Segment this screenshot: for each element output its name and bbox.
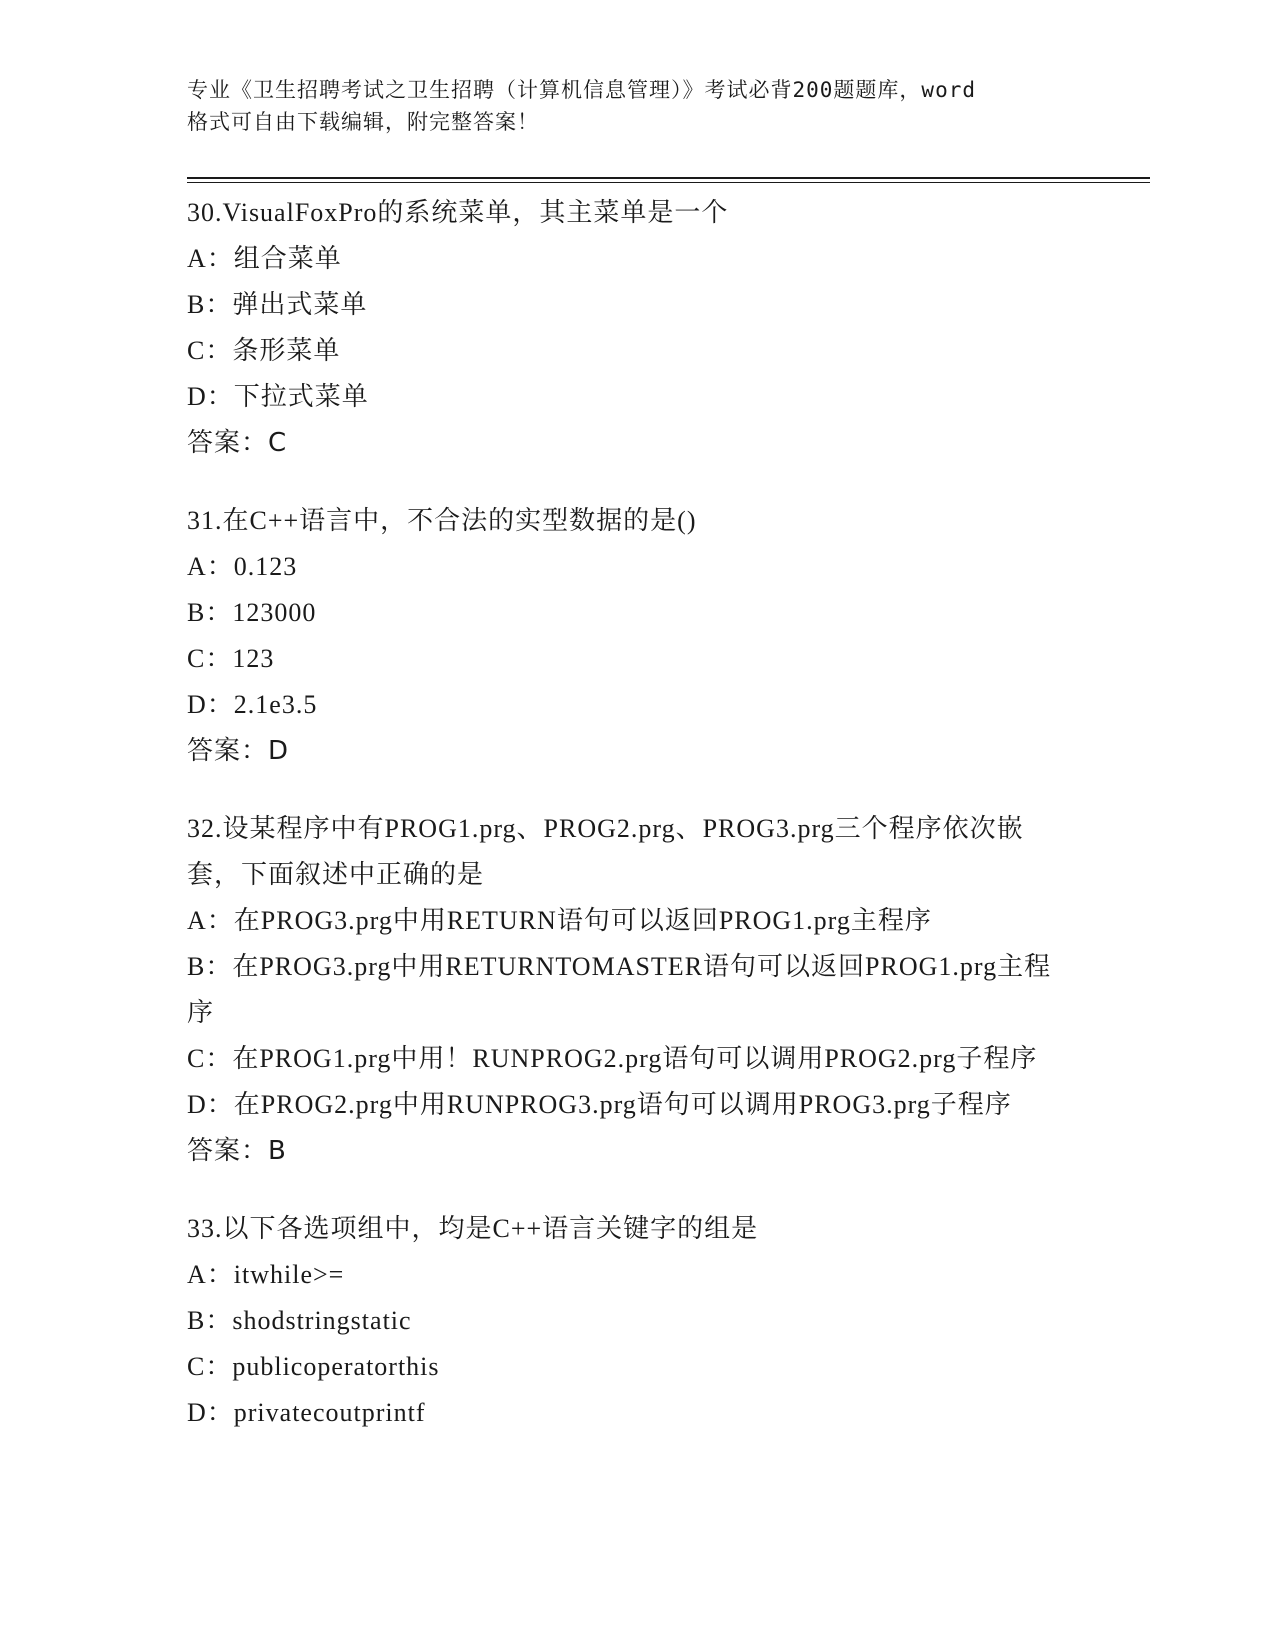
answer-option: D：2.1e3.5 <box>187 690 318 719</box>
question-block <box>187 806 1087 1174</box>
question-stem: 31.在C++语言中，不合法的实型数据的是() <box>187 506 697 535</box>
answer-option: D：privatecoutprintf <box>187 1398 426 1427</box>
answer-option: C：条形菜单 <box>187 336 341 365</box>
answer-option: B：弹出式菜单 <box>187 290 368 319</box>
header-line-1: 专业《卫生招聘考试之卫生招聘（计算机信息管理）》考试必背200题题库，word <box>187 78 976 102</box>
answer-option: A：itwhile>= <box>187 1260 345 1289</box>
header-divider-thick <box>187 177 1150 179</box>
answer-key: 答案：B <box>187 1136 287 1166</box>
answer-option: B：在PROG3.prg中用RETURNTOMASTER语句可以返回PROG1.prg主程 <box>187 952 1052 981</box>
question-stem: 套，下面叙述中正确的是 <box>187 860 485 889</box>
answer-key: 答案：C <box>187 428 288 458</box>
header-divider-thin <box>187 182 1150 183</box>
answer-option: D：下拉式菜单 <box>187 382 369 411</box>
answer-option: B：123000 <box>187 598 317 627</box>
answer-option: A：在PROG3.prg中用RETURN语句可以返回PROG1.prg主程序 <box>187 906 932 935</box>
question-stem: 30.VisualFoxPro的系统菜单，其主菜单是一个 <box>187 198 729 227</box>
question-stem: 33.以下各选项组中，均是C++语言关键字的组是 <box>187 1214 759 1243</box>
header-line-2: 格式可自由下载编辑，附完整答案！ <box>187 110 539 134</box>
question-block <box>187 190 1087 466</box>
answer-option: C：123 <box>187 644 275 673</box>
answer-option: C：在PROG1.prg中用！RUNPROG2.prg语句可以调用PROG2.prg子程序 <box>187 1044 1038 1073</box>
question-block <box>187 1206 1087 1436</box>
question-block <box>187 498 1087 774</box>
answer-option: 序 <box>187 998 215 1027</box>
answer-option: A：0.123 <box>187 552 298 581</box>
answer-key: 答案：D <box>187 736 290 766</box>
answer-option: A：组合菜单 <box>187 244 342 273</box>
question-list <box>187 190 1087 1468</box>
question-stem: 32.设某程序中有PROG1.prg、PROG2.prg、PROG3.prg三个程序依次嵌 <box>187 814 1024 843</box>
document-header <box>187 74 1087 138</box>
answer-option: C：publicoperatorthis <box>187 1352 440 1381</box>
answer-option: B：shodstringstatic <box>187 1306 412 1335</box>
answer-option: D：在PROG2.prg中用RUNPROG3.prg语句可以调用PROG3.prg子程序 <box>187 1090 1012 1119</box>
